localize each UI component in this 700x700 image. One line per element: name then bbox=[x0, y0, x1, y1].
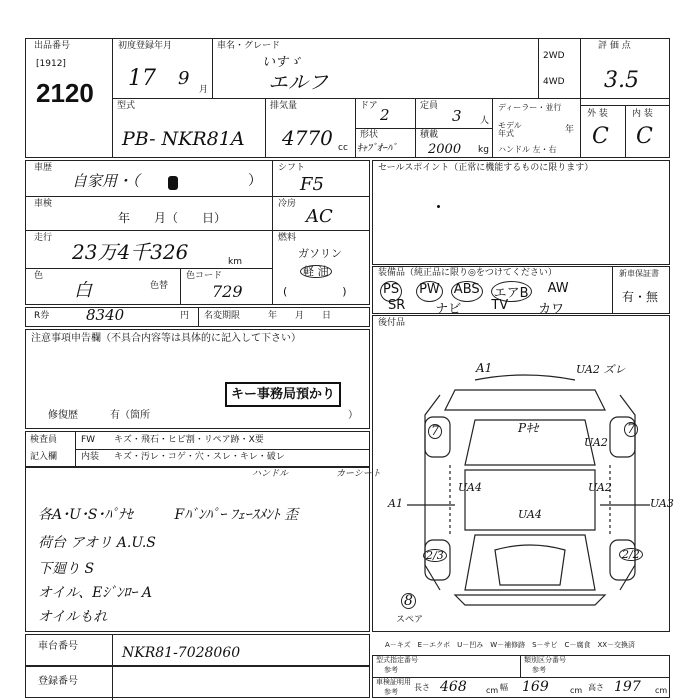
height-label: 高さ bbox=[588, 683, 604, 692]
color-value: 白 bbox=[74, 280, 92, 301]
length-unit: cm bbox=[486, 686, 499, 695]
size-ref: 参考 bbox=[384, 688, 398, 696]
spare-label: スペア bbox=[396, 615, 424, 625]
interior-label: 内 装 bbox=[632, 109, 653, 119]
new-warranty-label: 新車保証書 bbox=[619, 269, 659, 278]
name-grade-label: 車名・グレード bbox=[217, 41, 281, 51]
mark-a1-top: A1 bbox=[476, 361, 493, 375]
fuel-gas: ガソリン bbox=[298, 247, 342, 260]
length-value: 468 bbox=[440, 679, 467, 695]
fw-items: キズ・飛石・ヒビ割・リペア跡・X要 bbox=[114, 435, 264, 445]
chassis-value: NKR81-7028060 bbox=[122, 645, 241, 661]
mark-seven-right: 7 bbox=[624, 422, 638, 437]
damage-legend: A－キズ E－エクボ U－凹み W－補修跡 S－サビ C－腐食 XX－交換済 bbox=[385, 641, 636, 649]
mark-twothird-left: 2/3 bbox=[423, 549, 447, 562]
inspector-label: 検査員 bbox=[30, 435, 58, 445]
warranty-value: 有・無 bbox=[622, 290, 659, 304]
color-label: 色 bbox=[34, 271, 44, 281]
note-line-3: 下廻り S bbox=[38, 561, 95, 577]
doors-label: ドア bbox=[360, 101, 378, 111]
drive-2wd: 2WD bbox=[543, 51, 565, 61]
reg-label: 登録番号 bbox=[38, 676, 78, 687]
drive-4wd: 4WD bbox=[543, 77, 565, 87]
mark-ua4-left: UA4 bbox=[458, 481, 482, 494]
type-label: 型式 bbox=[117, 101, 136, 111]
load-unit: kg bbox=[478, 145, 489, 155]
mileage-unit: km bbox=[228, 257, 242, 267]
equip-navi: ナビ bbox=[435, 302, 462, 317]
chassis-label: 車台番号 bbox=[38, 641, 78, 652]
key-notice: キー事務局預かり bbox=[225, 382, 341, 407]
displacement-value: 4770 bbox=[282, 126, 333, 150]
note-line-4: オイル、Eｼﾞﾝﾛｰ A bbox=[38, 585, 152, 601]
type-value: PB- NKR81A bbox=[122, 128, 245, 150]
first-reg-year: 17 bbox=[128, 66, 156, 91]
entry-label: 記入欄 bbox=[30, 452, 58, 462]
equip-aw: AW bbox=[547, 281, 569, 296]
width-value: 169 bbox=[522, 679, 549, 695]
retrofit-label: 後付品 bbox=[378, 318, 406, 328]
interior-row-label: 内装 bbox=[81, 452, 100, 462]
handle-label: ハンドル 左・右 bbox=[498, 145, 557, 154]
body-value: ｷｬﾌﾞｵｰﾊﾞ bbox=[357, 143, 397, 154]
yen: 円 bbox=[180, 311, 190, 321]
mark-ua2-right: UA2 bbox=[584, 436, 608, 449]
note-line-1: 各A･U･S･ﾊﾟﾅｾ Fﾊﾞﾝﾊﾟｰ ﾌｪｰｽﾒﾝﾄ 歪 bbox=[38, 507, 299, 523]
note-line-2: 荷台 アオリ A.U.S bbox=[38, 535, 156, 551]
mark-ua4-center: UA4 bbox=[518, 508, 542, 521]
capacity-value: 3 bbox=[452, 107, 462, 125]
car-history-label: 車歴 bbox=[34, 163, 53, 173]
rating-label: 評 価 点 bbox=[598, 41, 631, 51]
model-year-label: モデル年式 bbox=[498, 121, 522, 138]
aircon-value: AC bbox=[306, 206, 333, 227]
car-history-close: ） bbox=[248, 173, 262, 189]
mark-a1-left: A1 bbox=[388, 497, 403, 510]
mark-seven-left: 7 bbox=[428, 424, 442, 439]
exterior-value: C bbox=[592, 124, 609, 149]
car-history-value: 自家用・（ bbox=[72, 172, 140, 190]
car-diagram bbox=[395, 355, 665, 610]
maker: いすゞ bbox=[262, 55, 302, 70]
height-value: 197 bbox=[614, 679, 641, 695]
aircon-label: 冷房 bbox=[278, 199, 297, 209]
lot-number: 2120 bbox=[36, 78, 94, 108]
class-ref: 参考 bbox=[532, 666, 546, 674]
equip-airbag: エアB bbox=[491, 281, 532, 302]
height-unit: cm bbox=[655, 686, 668, 695]
type-spec-ref: 参考 bbox=[384, 666, 398, 674]
equip-abs: ABS bbox=[451, 281, 483, 302]
load-value: 2000 bbox=[428, 142, 462, 157]
capacity-label: 定員 bbox=[420, 101, 439, 111]
sales-point-block bbox=[372, 160, 670, 265]
note-line-5: オイルもれ bbox=[38, 609, 108, 625]
mark-ua2-mid: UA2 bbox=[588, 481, 612, 494]
notes-label: 注意事項申告欄（不具合内容等は具体的に記入して下さい） bbox=[31, 333, 301, 344]
body-label: 形状 bbox=[360, 130, 379, 140]
equip-ps: PS bbox=[380, 281, 402, 302]
repair-value: 有（箇所 bbox=[110, 410, 150, 421]
shift-label: シフト bbox=[278, 163, 306, 173]
fw-label: FW bbox=[81, 435, 96, 445]
month-unit: 月 bbox=[199, 85, 209, 95]
fuel-label: 燃料 bbox=[278, 233, 297, 243]
capacity-unit: 人 bbox=[480, 116, 490, 126]
rating-value: 3.5 bbox=[604, 68, 639, 93]
mileage-value: 23万4千326 bbox=[72, 240, 189, 264]
equipment-label: 装備品（純正品に限り◎をつけてください） bbox=[378, 268, 557, 278]
length-label: 長さ bbox=[414, 683, 430, 692]
fuel-diesel: 軽 油 bbox=[300, 265, 332, 278]
repair-label: 修復歴 bbox=[48, 410, 78, 421]
year-unit: 年 bbox=[565, 125, 575, 135]
interior-items: キズ・汚レ・コゲ・穴・スレ・キレ・破レ bbox=[114, 452, 285, 462]
type-spec-label: 型式指定番号 bbox=[376, 656, 418, 664]
lot-label: 出品番号 bbox=[34, 41, 71, 51]
lot-sub: [1912] bbox=[36, 59, 66, 69]
first-reg-label: 初度登録年月 bbox=[118, 41, 173, 51]
equip-sr: SR bbox=[388, 298, 406, 313]
first-reg-month: 9 bbox=[178, 68, 190, 89]
load-label: 積載 bbox=[420, 130, 439, 140]
mark-p7: Pｷｾ bbox=[518, 421, 539, 435]
class-label: 類別区分番号 bbox=[524, 656, 566, 664]
mileage-label: 走行 bbox=[34, 233, 53, 243]
repair-close: ） bbox=[348, 410, 358, 421]
doors-value: 2 bbox=[380, 106, 390, 124]
color-change-label: 色替 bbox=[150, 281, 169, 291]
shift-value: F5 bbox=[300, 174, 324, 195]
inspection-date: 年 月（ 日） bbox=[118, 211, 227, 225]
recycle-value: 8340 bbox=[86, 306, 125, 324]
mark-ua3: UA3 bbox=[650, 497, 674, 510]
recycle-label: R券 bbox=[34, 311, 50, 321]
inspection-label: 車検 bbox=[34, 199, 53, 209]
mark-ua2-top: UA2 ズレ bbox=[576, 363, 626, 376]
sales-point-label: セールスポイント（正常に機能するものに限ります） bbox=[378, 163, 594, 173]
width-label: 幅 bbox=[500, 683, 508, 692]
name-change-date: 年 月 日 bbox=[268, 311, 332, 321]
spare-value: 8 bbox=[401, 593, 416, 609]
size-label: 車検証明用 bbox=[376, 678, 411, 686]
model-name: エルフ bbox=[268, 70, 328, 94]
extra-handle: ハンドル bbox=[252, 469, 289, 479]
name-change-label: 名変期限 bbox=[204, 311, 241, 321]
equip-pw: PW bbox=[416, 281, 443, 302]
fuel-paren: ( ) bbox=[283, 285, 347, 298]
exterior-label: 外 装 bbox=[587, 109, 608, 119]
displacement-label: 排気量 bbox=[270, 101, 298, 111]
displacement-unit: cc bbox=[338, 143, 348, 153]
color-code-value: 729 bbox=[212, 282, 243, 301]
equip-tv: TV bbox=[491, 298, 509, 313]
interior-value: C bbox=[636, 124, 653, 149]
dot-mark bbox=[437, 205, 440, 208]
extra-seat: カーシート bbox=[336, 469, 381, 479]
equip-leather: カワ bbox=[538, 302, 565, 317]
mark-twothird-right: 2/2 bbox=[619, 548, 643, 561]
width-unit: cm bbox=[570, 686, 583, 695]
ink-blot bbox=[168, 176, 178, 190]
dealer-label: ディーラー・並行 bbox=[498, 103, 562, 112]
color-code-label: 色コード bbox=[186, 271, 223, 281]
